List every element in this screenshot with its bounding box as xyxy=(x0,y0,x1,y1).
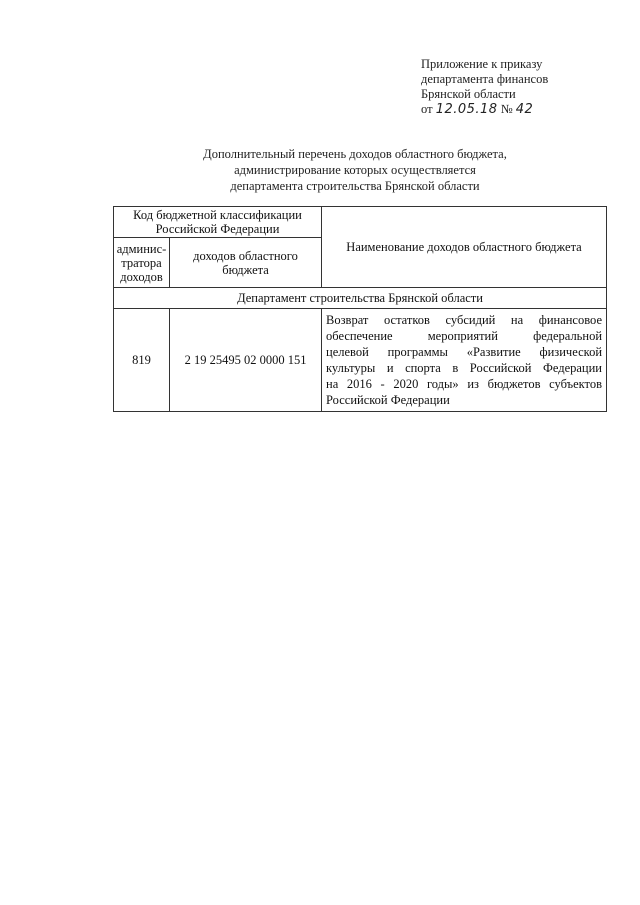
name-line: Возврат остатков субсидий на финансовое xyxy=(326,313,603,327)
income-code-cell: 2 19 25495 02 0000 151 xyxy=(170,309,322,412)
appendix-line-2: департамента финансов xyxy=(421,72,549,86)
header-admin: админис-тратора доходов xyxy=(114,238,170,288)
name-line: обеспечение мероприятий федеральной xyxy=(326,329,603,343)
income-name-cell xyxy=(322,309,607,412)
appendix-number: 42 xyxy=(515,102,534,117)
document-title xyxy=(150,146,560,194)
name-line: на 2016 - 2020 годы» из бюджетов субъектов xyxy=(326,377,603,391)
title-line-2: администрирование которых осуществляется xyxy=(234,163,476,177)
title-line-1: Дополнительный перечень доходов областного бюджета, xyxy=(203,147,507,161)
name-line: Российской Федерации xyxy=(326,393,450,407)
header-name: Наименование доходов областного бюджета xyxy=(322,207,607,288)
table-row xyxy=(114,309,607,412)
name-line: культуры и спорта в Российской Федерации xyxy=(326,361,603,375)
header-income: доходов областного бюджета xyxy=(170,238,322,288)
appendix-from: от xyxy=(421,102,433,116)
appendix-number-sign: № xyxy=(500,102,513,116)
appendix-line-1: Приложение к приказу xyxy=(421,57,543,71)
title-line-3: департамента строительства Брянской области xyxy=(230,179,480,193)
admin-code-cell: 819 xyxy=(114,309,170,412)
name-line: целевой программы «Развитие физической xyxy=(326,345,603,359)
appendix-header xyxy=(421,57,621,117)
section-title: Департамент строительства Брянской области xyxy=(114,288,607,309)
header-code-classification: Код бюджетной классификации Российской Федерации xyxy=(114,207,322,238)
appendix-line-3: Брянской области xyxy=(421,87,516,101)
appendix-line-4 xyxy=(421,102,621,117)
revenue-table xyxy=(113,206,607,412)
appendix-date: 12.05.18 xyxy=(435,102,498,117)
